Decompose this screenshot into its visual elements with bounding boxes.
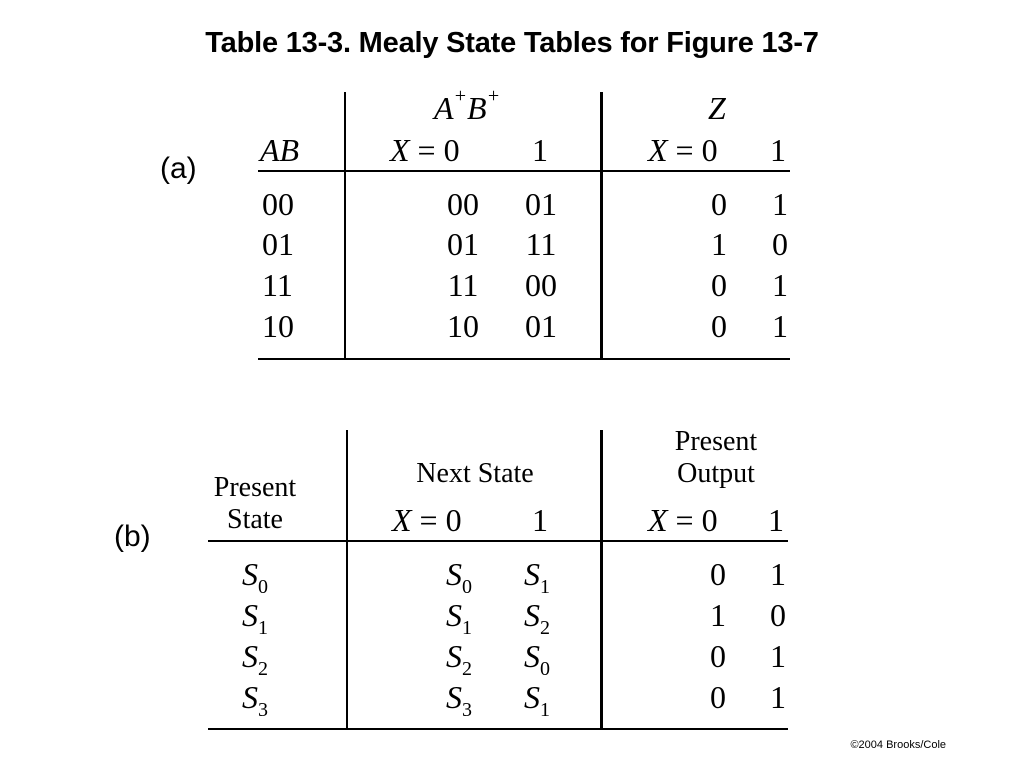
table-a-next-x1: 01 — [525, 308, 557, 344]
table-b-next-x1: $S_0$ — [524, 638, 550, 680]
table-b-z-x1: 0 — [770, 597, 786, 633]
table-a-z-x1: 1 — [772, 267, 788, 303]
table-b-next-x1: $S_2$ — [524, 597, 550, 639]
table-a-bottom-rule — [258, 358, 790, 360]
table-b-next-x0: $S_2$ — [446, 638, 472, 680]
table-a-state: 01 — [262, 226, 294, 262]
table-b-state: $S_2$ — [242, 638, 268, 680]
table-b-z0-header: X = 0 — [648, 502, 718, 538]
table-b-next-x0: $S_1$ — [446, 597, 472, 639]
table-a-z-x0: 1 — [711, 226, 727, 262]
table-a-z1-header: 1 — [770, 132, 786, 168]
table-a-z-x0: 0 — [711, 267, 727, 303]
table-b-divider-1 — [346, 430, 348, 730]
table-b-z1-header: 1 — [768, 502, 784, 538]
table-b-output-header-line1: Present — [674, 426, 758, 457]
table-b-z-x1: 1 — [770, 679, 786, 715]
table-b-state-header-line2: State — [227, 504, 283, 535]
table-a-z0-header: X = 0 — [648, 132, 718, 168]
table-a-state: 10 — [262, 308, 294, 344]
table-a-output-header: Z — [708, 90, 726, 126]
table-a-state-col-header: AB — [260, 132, 300, 168]
table-b-z-x0: 0 — [710, 679, 726, 715]
copyright-footer: ©2004 Brooks/Cole — [850, 739, 946, 751]
table-b-state: $S_3$ — [242, 679, 268, 721]
table-b-label: (b) — [114, 520, 151, 553]
table-b-z-x1: 1 — [770, 556, 786, 592]
table-a-next-x0: 11 — [447, 267, 479, 303]
table-b-x1-header: 1 — [532, 502, 548, 538]
table-b-bottom-rule — [208, 728, 788, 730]
table-b-state-header-line1: Present — [213, 472, 297, 503]
table-b-state: $S_1$ — [242, 597, 268, 639]
table-b-next-x0: $S_3$ — [446, 679, 472, 721]
table-b-next-x1: $S_1$ — [524, 679, 550, 721]
table-a-z-x1: 0 — [772, 226, 788, 262]
table-a-z-x1: 1 — [772, 186, 788, 222]
table-b-divider-2 — [600, 430, 603, 730]
table-b-z-x1: 1 — [770, 638, 786, 674]
table-a-z-x1: 1 — [772, 308, 788, 344]
table-b-next-x1: $S_1$ — [524, 556, 550, 598]
table-b-z-x0: 0 — [710, 638, 726, 674]
table-a-divider-1 — [344, 92, 346, 360]
page-title: Table 13-3. Mealy State Tables for Figure 13-7 — [205, 27, 819, 59]
table-a-next-x1: 00 — [525, 267, 557, 303]
table-a-z-x0: 0 — [711, 186, 727, 222]
table-a-x1-header: 1 — [532, 132, 548, 168]
table-a-next-x1: 11 — [525, 226, 557, 262]
table-a-next-x0: 01 — [447, 226, 479, 262]
table-a-next-x1: 01 — [525, 186, 557, 222]
table-b-output-header-line2: Output — [677, 458, 755, 489]
table-b-state: $S_0$ — [242, 556, 268, 598]
table-b-header-rule — [208, 540, 788, 542]
table-b-z-x0: 0 — [710, 556, 726, 592]
table-b-x0-header: X = 0 — [392, 502, 462, 538]
table-a-divider-2 — [600, 92, 603, 360]
table-a-next-x0: 00 — [447, 186, 479, 222]
table-a-next-header: A+B+ — [434, 85, 501, 126]
table-a-state: 11 — [262, 267, 293, 303]
table-b-z-x0: 1 — [710, 597, 726, 633]
table-a-label: (a) — [160, 152, 197, 185]
table-b-next-x0: $S_0$ — [446, 556, 472, 598]
table-a-z-x0: 0 — [711, 308, 727, 344]
table-a-header-rule — [258, 170, 790, 172]
table-b-next-header: Next State — [416, 458, 534, 489]
table-a-next-x0: 10 — [447, 308, 479, 344]
table-a-state: 00 — [262, 186, 294, 222]
table-a-x0-header: X = 0 — [390, 132, 460, 168]
